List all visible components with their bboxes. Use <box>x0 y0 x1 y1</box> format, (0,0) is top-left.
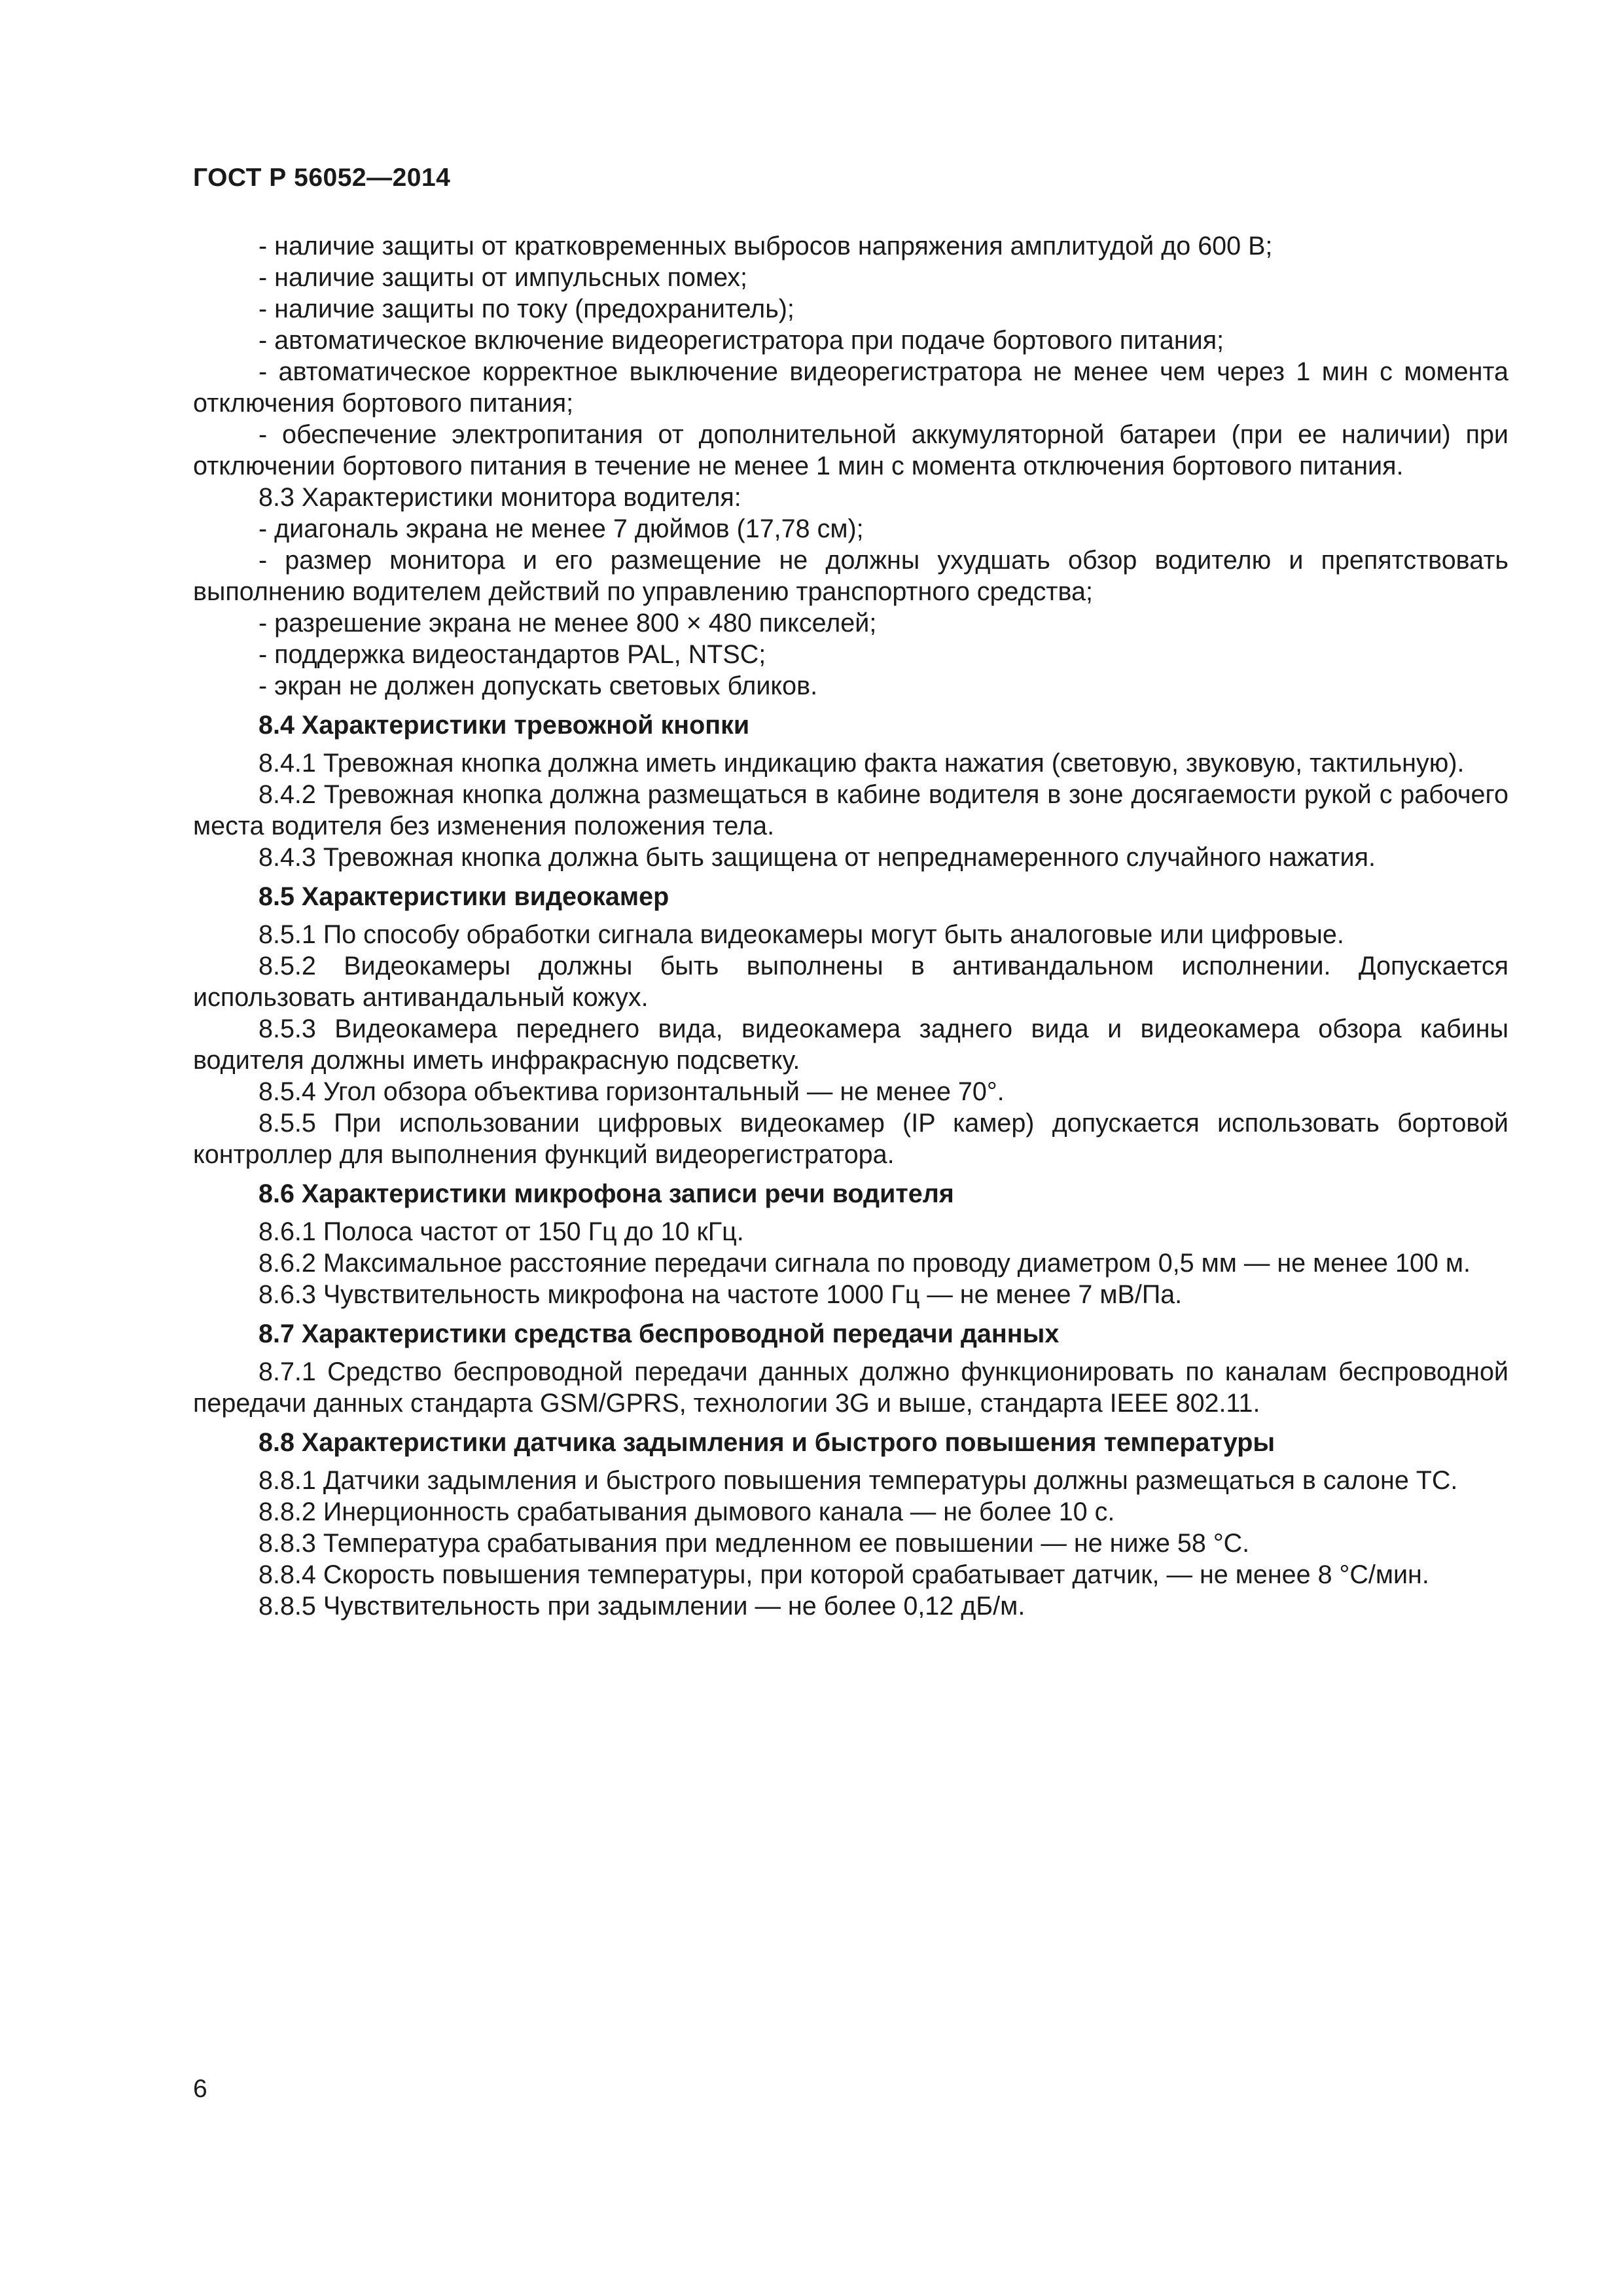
body-paragraph: 8.8.2 Инерционность срабатывания дымового канала — не более 10 с. <box>259 1498 1115 1526</box>
body-paragraph: - обеспечение электропитания от дополнительной аккумуляторной батареи (при ее наличии) при отключении бортового питания в течение не менее 1 мин с момента отключения бортового питания. <box>193 420 1508 480</box>
section-heading: 8.6 Характеристики микрофона записи речи водителя <box>259 1179 954 1208</box>
body-paragraph: 8.4.3 Тревожная кнопка должна быть защищена от непреднамеренного случайного нажатия. <box>259 843 1376 872</box>
body-paragraph: - наличие защиты от импульсных помех; <box>259 263 748 292</box>
section-heading: 8.7 Характеристики средства беспроводной передачи данных <box>259 1319 1060 1348</box>
body-paragraph: - автоматическое включение видеорегистратора при подаче бортового питания; <box>259 326 1224 355</box>
body-paragraph: - наличие защиты от кратковременных выбросов напряжения амплитудой до 600 В; <box>259 232 1273 260</box>
body-paragraph: 8.5.4 Угол обзора объектива горизонтальный — не менее 70°. <box>259 1077 1005 1106</box>
body-paragraph: 8.8.4 Скорость повышения температуры, при которой срабатывает датчик, — не менее 8 °С/мин. <box>259 1560 1429 1589</box>
body-paragraph: 8.8.5 Чувствительность при задымлении — не более 0,12 дБ/м. <box>259 1592 1026 1621</box>
section-heading: 8.4 Характеристики тревожной кнопки <box>259 711 750 740</box>
body-paragraph: 8.4.1 Тревожная кнопка должна иметь индикацию факта нажатия (световую, звуковую, тактильную). <box>259 749 1465 778</box>
body-paragraph: - размер монитора и его размещение не должны ухудшать обзор водителю и препятствовать выполнению водителем действий по управлению транспортного средства; <box>193 546 1508 606</box>
body-paragraph: 8.5.3 Видеокамера переднего вида, видеокамера заднего вида и видеокамера обзора кабины водителя должны иметь инфракрасную подсветку. <box>193 1014 1508 1075</box>
body-paragraph: 8.6.2 Максимальное расстояние передачи сигнала по проводу диаметром 0,5 мм — не менее 100 м. <box>259 1249 1471 1278</box>
body-paragraph: 8.8.3 Температура срабатывания при медленном ее повышении — не ниже 58 °С. <box>259 1529 1250 1558</box>
body-paragraph: 8.6.1 Полоса частот от 150 Гц до 10 кГц. <box>259 1217 744 1246</box>
body-paragraph: 8.5.5 При использовании цифровых видеокамер (IP камер) допускается использовать бортовой контроллер для выполнения функций видеорегистратора. <box>193 1109 1508 1169</box>
body-paragraph: 8.8.1 Датчики задымления и быстрого повышения температуры должны размещаться в салоне ТС. <box>259 1466 1458 1495</box>
body-paragraph: - разрешение экрана не менее 800 × 480 пикселей; <box>259 609 877 637</box>
body-paragraph: 8.3 Характеристики монитора водителя: <box>259 483 741 512</box>
body-paragraph: - диагональ экрана не менее 7 дюймов (17,78 см); <box>259 514 864 543</box>
body-paragraph: 8.4.2 Тревожная кнопка должна размещаться в кабине водителя в зоне досягаемости рукой с рабочего места водителя без изменения положения тела. <box>193 780 1508 840</box>
section-heading: 8.8 Характеристики датчика задымления и быстрого повышения температуры <box>259 1428 1275 1457</box>
standard-header: ГОСТ Р 56052—2014 <box>193 164 451 192</box>
body-paragraph: 8.5.2 Видеокамеры должны быть выполнены в антивандальном исполнении. Допускается использовать антивандальный кожух. <box>193 952 1508 1012</box>
body-paragraph: 8.7.1 Средство беспроводной передачи данных должно функционировать по каналам беспроводной передачи данных стандарта GSM/GPRS, технологии 3G и выше, стандарта IEEE 802.11. <box>193 1357 1508 1418</box>
body-paragraph: 8.5.1 По способу обработки сигнала видеокамеры могут быть аналоговые или цифровые. <box>259 920 1344 949</box>
page-number: 6 <box>193 2075 207 2103</box>
body-paragraph: - наличие защиты по току (предохранитель); <box>259 295 794 323</box>
body-paragraph: 8.6.3 Чувствительность микрофона на частоте 1000 Гц — не менее 7 мВ/Па. <box>259 1280 1183 1309</box>
document-body <box>193 230 1508 1622</box>
body-paragraph: - экран не должен допускать световых бликов. <box>259 672 818 700</box>
section-heading: 8.5 Характеристики видеокамер <box>259 882 669 911</box>
body-paragraph: - поддержка видеостандартов PAL, NTSC; <box>259 640 766 669</box>
body-paragraph: - автоматическое корректное выключение видеорегистратора не менее чем через 1 мин с момента отключения бортового питания; <box>193 357 1508 418</box>
